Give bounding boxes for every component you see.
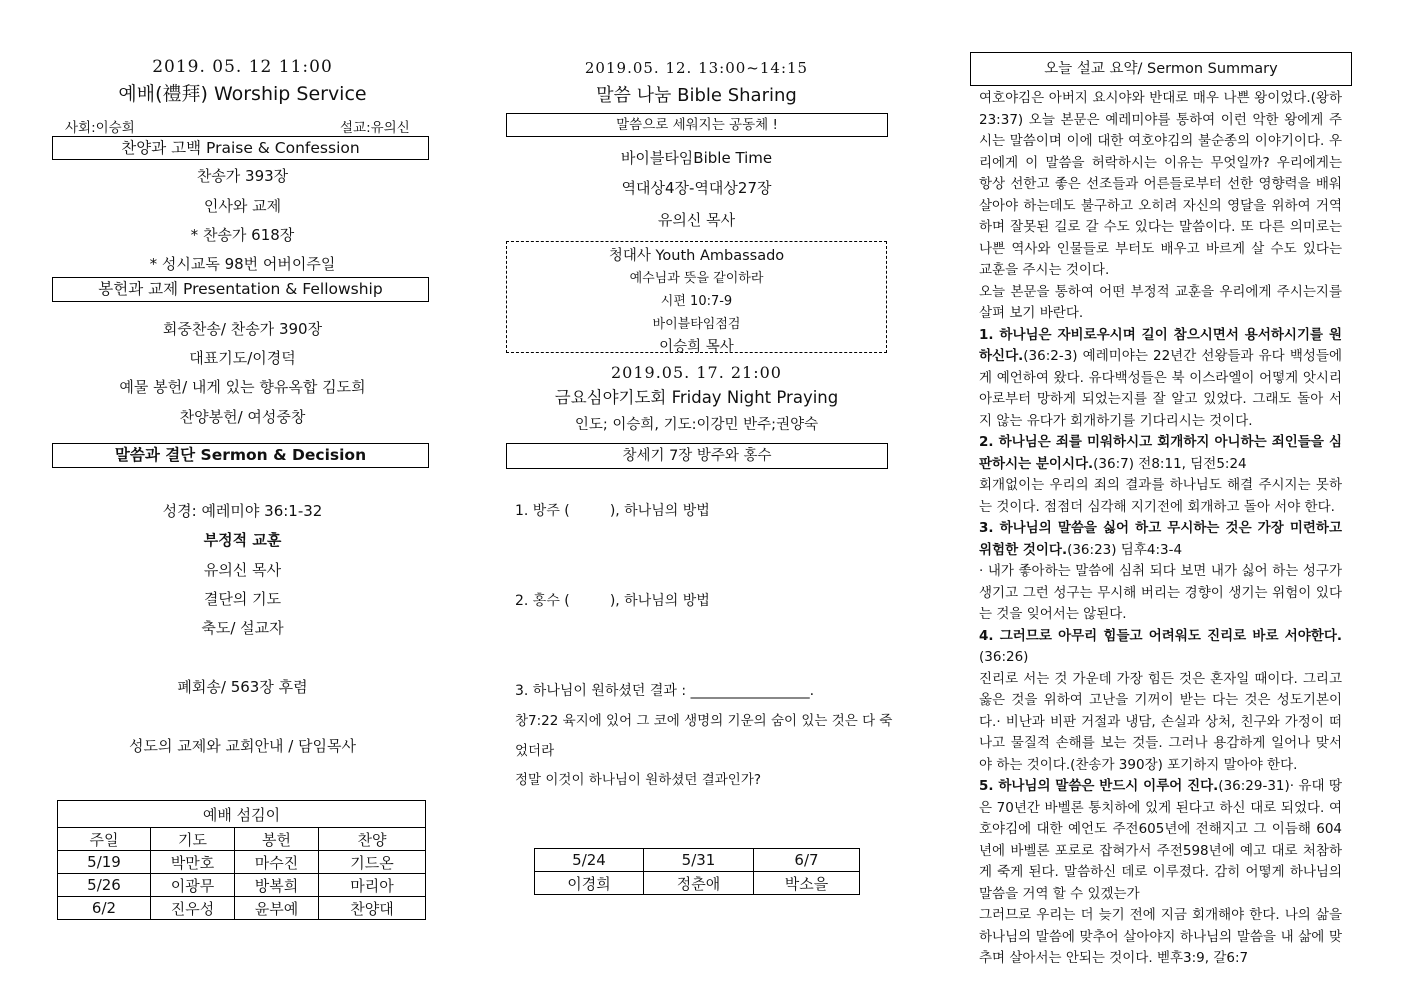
order-item: * 성시교독 98번 어버이주일 <box>149 255 336 273</box>
roster-title: 예배 섬김이 <box>58 801 426 828</box>
point-ref: (36:26) <box>979 649 1029 665</box>
order-item: 축도/ 설교자 <box>201 619 284 637</box>
point-heading: 5. 하나님의 말씀은 반드시 이루어 진다. <box>979 778 1219 794</box>
section-praise-confession: 찬양과 고백 Praise & Confession <box>52 136 429 160</box>
point-ref: (36:7) 전8:11, 딤전5:24 <box>1093 455 1247 472</box>
order-item: 찬양봉헌/ 여성중창 <box>179 408 306 426</box>
summary-intro: 여호야김은 아버지 요시야와 반대로 매우 나쁜 왕이었다.(왕하 23:37) 오늘 본문은 예레미야를 통하여 이런 악한 왕에게 주시는 말씀이며 이에 대한 여호야김의 불순종의 이야기이다. 우리에게 이 말씀을 허락하시는 이유는 무엇일까? 우리에게는 항상 선한고 좋은 선조들과 어른들로부터 선한 영향력을 배워 살아야 하는데도 불구하고 오히려 자신의 영달을 위하여 거역하며 잘못된 길로 갈 수도 있다는 말씀이다. 또 다른 의미로는 나쁜 역사와 인물들로 부터도 배우고 바르게 살 수도 있다는 교훈을 주시는 것이다. <box>979 90 1342 278</box>
point-heading: 4. 그러므로 아무리 힘들고 어려워도 진리로 바로 서야한다. <box>979 627 1342 644</box>
summary-intro-2: 오늘 본문을 통하여 어떤 부정적 교훈을 우리에게 주시는지를 살펴 보기 바란다. <box>979 283 1342 321</box>
table-cell: 마수진 <box>235 851 319 874</box>
motto-box: 말씀으로 세워지는 공동체 ! <box>506 113 888 137</box>
sermon-summary-body <box>979 88 1342 970</box>
summary-point-4 <box>979 626 1342 777</box>
table-cell: 5/31 <box>644 849 754 872</box>
point-body: 회개없이는 우리의 죄의 결과를 하나님도 해결 주시지는 못하는 것이다. 점점더 심각해 지기전에 회개하고 돌아 서야 한다. <box>979 477 1342 515</box>
youth-line: 이승희 목사 <box>659 339 734 355</box>
table-cell: 6/7 <box>754 849 860 872</box>
table-cell: 박만호 <box>151 851 235 874</box>
worship-title: 예배(禮拜) Worship Service <box>118 83 367 105</box>
friday-leaders: 인도; 이승희, 기도:이강민 반주;권양숙 <box>574 417 819 433</box>
worship-datetime: 2019. 05. 12 11:00 <box>152 57 333 77</box>
table-cell: 5/24 <box>535 849 644 872</box>
table-cell: 이광무 <box>151 874 235 897</box>
table-header: 찬양 <box>319 828 426 851</box>
table-row <box>58 828 426 851</box>
question-2: 2. 홍수 ( ), 하나님의 방법 <box>515 593 710 609</box>
order-item: 찬송가 393장 <box>196 167 289 185</box>
table-header: 주일 <box>58 828 151 851</box>
table-row <box>58 851 426 874</box>
summary-point-2 <box>979 432 1342 518</box>
sharing-item: 역대상4장-역대상27장 <box>621 179 772 197</box>
order-item: * 찬송가 618장 <box>190 226 295 244</box>
preacher: 설교:유의신 <box>340 120 410 136</box>
table-row <box>535 849 860 872</box>
table-row <box>58 897 426 920</box>
order-item: 유의신 목사 <box>203 561 282 579</box>
section-sermon-decision: 말씀과 결단 Sermon & Decision <box>52 443 429 468</box>
presider: 사회:이승희 <box>65 120 135 136</box>
friday-datetime: 2019.05. 17. 21:00 <box>611 363 782 382</box>
point-body: (36:29-31)· 유대 땅은 70년간 바벨론 통치하에 있게 된다고 하신 대로 되었다. 여호야김에 대한 예언도 주전605년에 전해지고 그 이듬해 604년에 바벨론 포로로 잡혀가서 주전598년에 예고 대로 처참하게 죽게 된다. 말씀하신 데로 이루졌다. 감히 어떻게 하나님의 말씀을 거역 할 수 있겠는가 <box>979 778 1342 902</box>
question-1: 1. 방주 ( ), 하나님의 방법 <box>515 503 710 519</box>
sermon-title: 부정적 교훈 <box>203 531 282 549</box>
friday-schedule-table <box>534 848 860 895</box>
table-cell: 5/26 <box>58 874 151 897</box>
sharing-item: 바이블타임Bible Time <box>620 149 773 167</box>
order-item: 회중찬송/ 찬송가 390장 <box>162 320 323 338</box>
sermon-summary-title: 오늘 설교 요약/ Sermon Summary <box>970 52 1352 86</box>
sharing-item: 유의신 목사 <box>657 211 736 229</box>
table-cell: 찬양대 <box>319 897 426 920</box>
order-item: 대표기도/이경덕 <box>189 349 296 367</box>
point-ref: (36:23) 딤후4:3-4 <box>1067 541 1183 558</box>
table-cell: 5/19 <box>58 851 151 874</box>
point-heading: 1. 하나님은 자비로우시며 길이 참으시면서 용서하시기를 원하신다. <box>979 326 1342 364</box>
topic-box: 창세기 7장 방주와 홍수 <box>506 443 888 469</box>
summary-point-1 <box>979 325 1342 433</box>
order-item: 결단의 기도 <box>203 590 282 608</box>
service-roster-table <box>57 800 426 920</box>
reflection-question: 정말 이것이 하나님이 원하셨던 결과인가? <box>515 772 762 788</box>
friday-title: 금요심야기도회 Friday Night Praying <box>554 388 839 407</box>
scripture-verse: 창7:22 육지에 있어 그 코에 생명의 기운의 숨이 있는 것은 다 죽 <box>515 713 893 729</box>
youth-line: 예수님과 뜻을 같이하라 <box>629 271 764 286</box>
table-cell: 6/2 <box>58 897 151 920</box>
table-header: 봉헌 <box>235 828 319 851</box>
summary-point-3 <box>979 518 1342 626</box>
youth-line: 바이블타임점검 <box>652 317 741 332</box>
summary-point-5 <box>979 776 1342 905</box>
bible-sharing-title: 말씀 나눔 Bible Sharing <box>596 85 797 106</box>
table-cell: 마리아 <box>319 874 426 897</box>
table-cell: 윤부예 <box>235 897 319 920</box>
section-presentation-fellowship: 봉헌과 교제 Presentation & Fellowship <box>52 277 429 302</box>
table-cell: 정춘애 <box>644 872 754 895</box>
table-cell: 이경희 <box>535 872 644 895</box>
table-cell: 진우성 <box>151 897 235 920</box>
summary-conclusion: 그러므로 우리는 더 늦기 전에 지금 회개해야 한다. 나의 삶을 하나님의 말씀에 맞추어 살아야지 하나님의 말씀을 내 삶에 맞추며 살아서는 안되는 것이다. 벧후3:9, 갈6:7 <box>979 907 1342 966</box>
announcements: 성도의 교제와 교회안내 / 담임목사 <box>129 737 356 755</box>
order-item: 성경: 예레미야 36:1-32 <box>162 502 323 520</box>
scripture-verse-cont: 었더라 <box>515 743 555 759</box>
youth-line: 시편 10:7-9 <box>660 294 733 309</box>
table-row <box>535 872 860 895</box>
order-item: 인사와 교제 <box>203 197 282 215</box>
table-header: 기도 <box>151 828 235 851</box>
point-heading: 2. 하나님은 죄를 미워하시고 회개하지 아니하는 죄인들을 심판하시는 분이시다. <box>979 434 1342 472</box>
table-cell: 방복희 <box>235 874 319 897</box>
point-heading: 3. 하나님의 말씀을 싫어 하고 무시하는 것은 가장 미련하고 위험한 것이다. <box>979 520 1342 558</box>
table-cell: 기드온 <box>319 851 426 874</box>
bible-sharing-datetime: 2019.05. 12. 13:00~14:15 <box>584 59 809 77</box>
youth-ambassador-box <box>506 241 887 353</box>
point-body: 진리로 서는 것 가운데 가장 힘든 것은 혼자일 때이다. 그리고 옳은 것을 위하여 고난을 기꺼이 받는 다는 것은 성도기본이다.· 비난과 비판 거절과 냉담, 손실과 상처, 친구와 가정이 떠나고 물질적 손해를 보는 것들. 그러나 용감하게 일어나 맞서야 하는 것이다.(찬송가 390장) 포기하지 말아야 한다. <box>979 670 1342 773</box>
youth-title: 청대사 Youth Ambassado <box>608 248 785 264</box>
point-body: (36:2-3) 예레미야는 22년간 선왕들과 유다 백성들에게 예언하여 왔다. 유다백성들은 북 이스라엘이 어떻게 앗시리아로부터 망하게 되었는지를 잘 알고 있었다. 그래도 돌아 서지 않는 유다가 회개하기를 기다리시는 것이다. <box>979 348 1342 429</box>
table-row <box>58 874 426 897</box>
table-cell: 박소을 <box>754 872 860 895</box>
closing-hymn: 폐회송/ 563장 후렴 <box>177 678 308 696</box>
order-item: 예물 봉헌/ 내게 있는 향유옥합 김도희 <box>119 378 366 396</box>
question-3: 3. 하나님이 원하셨던 결과 : _________________. <box>515 683 815 699</box>
point-body: · 내가 좋아하는 말씀에 심취 되다 보면 내가 싫어 하는 성구가 생기고 그런 성구는 무시해 버리는 경향이 생기는 위험이 있다는 것을 잊어서는 않된다. <box>979 563 1342 622</box>
